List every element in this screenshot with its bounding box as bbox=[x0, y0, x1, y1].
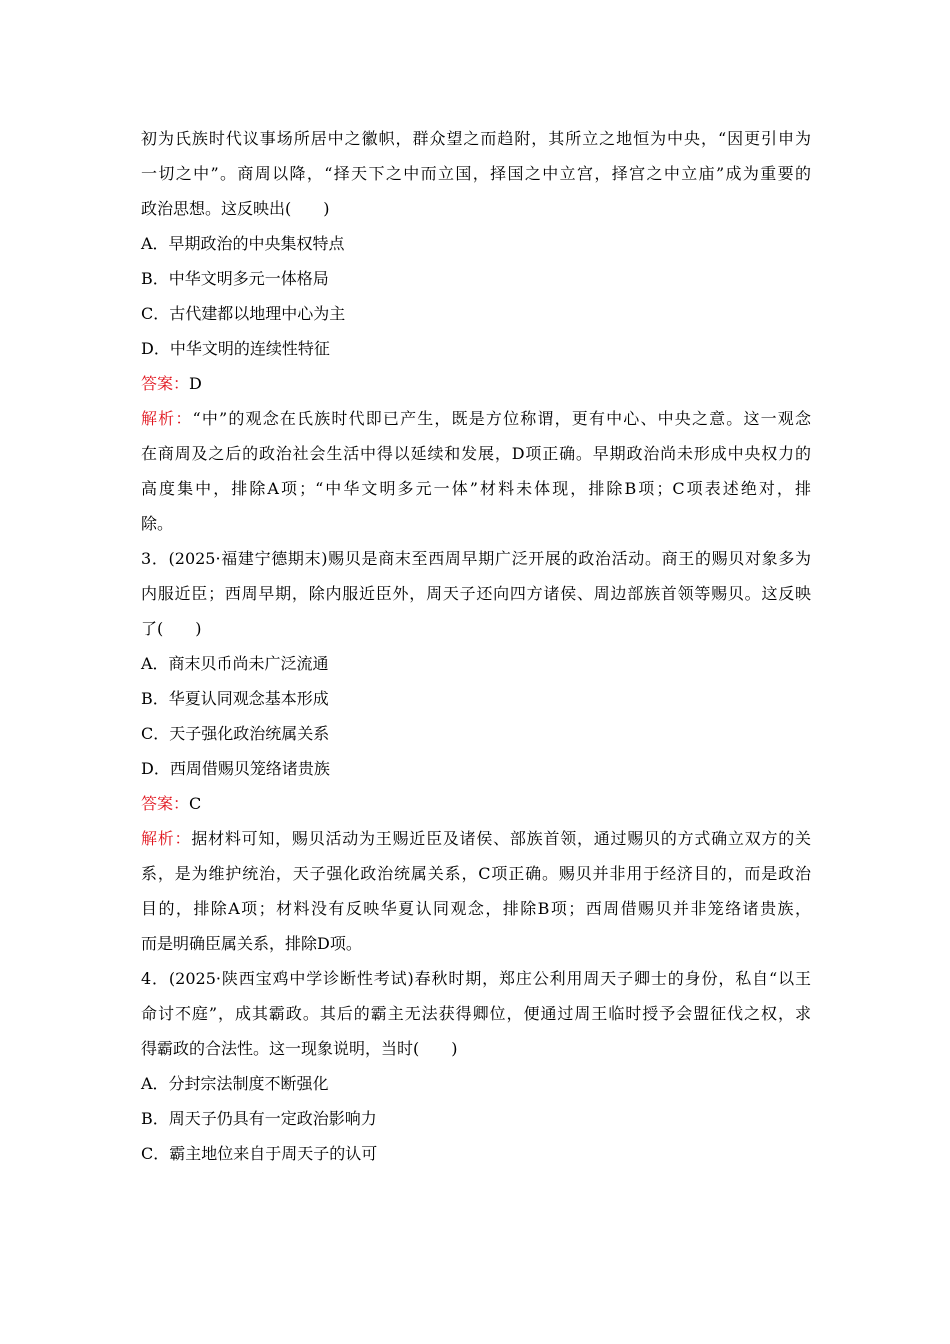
question-stem-line: 了( ) bbox=[141, 619, 202, 638]
answer-label: 答案： bbox=[141, 374, 190, 393]
option-d: D．中华文明的连续性特征 bbox=[141, 339, 330, 358]
question-stem-line: 一切之中”。商周以降，“择天下之中而立国，择国之中立宫，择宫之中立庙”成为重要的 bbox=[141, 164, 811, 183]
question-stem-line: 命讨不庭”，成其霸政。其后的霸主无法获得卿位，便通过周王临时授予会盟征伐之权，求 bbox=[141, 1004, 811, 1023]
option-c: C．霸主地位来自于周天子的认可 bbox=[141, 1144, 378, 1163]
option-c: C．古代建都以地理中心为主 bbox=[141, 304, 346, 323]
question-stem-line: 得霸政的合法性。这一现象说明，当时( ) bbox=[141, 1039, 458, 1058]
analysis-line: 高度集中，排除A项；“中华文明多元一体”材料未体现，排除B项；C项表述绝对，排 bbox=[141, 479, 811, 498]
question-4 bbox=[141, 961, 811, 1171]
option-d: D．西周借赐贝笼络诸贵族 bbox=[141, 759, 330, 778]
question-stem-line: 初为氏族时代议事场所居中之徽帜，群众望之而趋附，其所立之地恒为中央，“因更引申为 bbox=[141, 129, 811, 148]
option-b: B．周天子仍具有一定政治影响力 bbox=[141, 1109, 377, 1128]
analysis-text: “中”的观念在氏族时代即已产生，既是方位称谓，更有中心、中央之意。这一观念 bbox=[192, 409, 811, 428]
analysis-label: 解析： bbox=[141, 409, 193, 428]
document-page bbox=[141, 121, 811, 1171]
analysis-line bbox=[141, 401, 811, 436]
question-stem-line: 政治思想。这反映出( ) bbox=[141, 199, 330, 218]
analysis-line: 系，是为维护统治，天子强化政治统属关系，C项正确。赐贝并非用于经济目的，而是政治 bbox=[141, 864, 811, 883]
answer-label: 答案： bbox=[141, 794, 190, 813]
question-stem-line: 3．(2025·福建宁德期末)赐贝是商末至西周早期广泛开展的政治活动。商王的赐贝对象多为 bbox=[141, 549, 811, 568]
analysis-line: 而是明确臣属关系，排除D项。 bbox=[141, 934, 362, 953]
analysis-label: 解析： bbox=[141, 829, 192, 848]
option-c: C．天子强化政治统属关系 bbox=[141, 724, 330, 743]
analysis-text: 据材料可知，赐贝活动为王赐近臣及诸侯、部族首领，通过赐贝的方式确立双方的关 bbox=[191, 829, 811, 848]
option-b: B．中华文明多元一体格局 bbox=[141, 269, 329, 288]
question-stem-line: 内服近臣；西周早期，除内服近臣外，周天子还向四方诸侯、周边部族首领等赐贝。这反映 bbox=[141, 584, 811, 603]
question-2 bbox=[141, 121, 811, 541]
answer-value: C bbox=[189, 794, 202, 813]
question-stem-line: 4．(2025·陕西宝鸡中学诊断性考试)春秋时期，郑庄公利用周天子卿士的身份，私自“以王 bbox=[141, 969, 811, 988]
answer-line bbox=[141, 366, 811, 401]
analysis-line: 在商周及之后的政治社会生活中得以延续和发展，D项正确。早期政治尚未形成中央权力的 bbox=[141, 444, 811, 463]
option-a: A．商末贝币尚未广泛流通 bbox=[141, 654, 329, 673]
analysis-line bbox=[141, 821, 811, 856]
option-a: A．早期政治的中央集权特点 bbox=[141, 234, 345, 253]
option-b: B．华夏认同观念基本形成 bbox=[141, 689, 329, 708]
analysis-line: 除。 bbox=[141, 514, 174, 533]
answer-value: D bbox=[189, 374, 202, 393]
analysis-line: 目的，排除A项；材料没有反映华夏认同观念，排除B项；西周借赐贝并非笼络诸贵族， bbox=[141, 899, 811, 918]
option-a: A．分封宗法制度不断强化 bbox=[141, 1074, 329, 1093]
question-3 bbox=[141, 541, 811, 961]
answer-line bbox=[141, 786, 811, 821]
